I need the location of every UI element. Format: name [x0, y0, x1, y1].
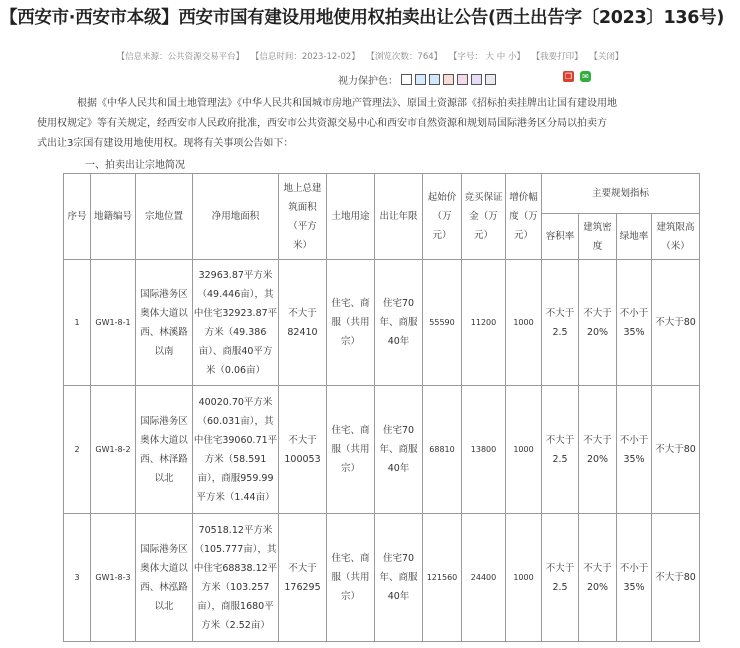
print-link[interactable]: 【我要打印】 [531, 52, 583, 62]
header-gfa: 地上总建 筑面积 （平方 米） [279, 174, 327, 260]
color-swatch[interactable] [415, 74, 426, 85]
wechat-share-icon[interactable]: ✉ [580, 71, 591, 82]
eye-protect-colors [338, 72, 496, 87]
cell-net-area: 70518.12平方米 （105.777亩），其 中住宅68838.12平 方米（103.257 亩），商服1680平 方米（2.52亩） [193, 514, 279, 642]
cell-term: 住宅70 年、商服 40年 [375, 386, 423, 514]
header-density: 建筑密 度 [579, 214, 617, 260]
color-swatch[interactable] [443, 74, 454, 85]
cell-increment: 1000 [506, 386, 542, 514]
table-row [64, 260, 700, 386]
cell-code: GW1-8-3 [91, 514, 136, 642]
cell-start-price: 68810 [423, 386, 462, 514]
close-link[interactable]: 【关闭】 [589, 52, 624, 62]
cell-far: 不大于 2.5 [542, 514, 579, 642]
info-time: 【信息时间：2023-12-02】 [250, 52, 360, 62]
cell-use: 住宅、商 服（共用 宗） [327, 260, 375, 386]
table-row [64, 386, 700, 514]
color-swatch[interactable] [471, 74, 482, 85]
color-swatch[interactable] [485, 74, 496, 85]
article-meta [0, 50, 740, 62]
header-start-price: 起始价 （万 元） [423, 174, 462, 260]
header-deposit: 竞买保证 金（万 元） [462, 174, 506, 260]
cell-code: GW1-8-2 [91, 386, 136, 514]
header-far: 容积率 [542, 214, 579, 260]
cell-no: 2 [64, 386, 91, 514]
cell-increment: 1000 [506, 514, 542, 642]
header-net-area: 净用地面积 [193, 174, 279, 260]
cell-start-price: 55590 [423, 260, 462, 386]
intro-line: 根据《中华人民共和国土地管理法》《中华人民共和国城市房地产管理法》、原国土资源部《招标拍卖挂牌出让国有建设用地 [77, 98, 617, 109]
color-swatch[interactable] [401, 74, 412, 85]
header-code: 地籍编号 [91, 174, 136, 260]
header-height: 建筑限高 （米） [652, 214, 700, 260]
cell-green: 不小于 35% [617, 260, 652, 386]
cell-density: 不大于 20% [579, 386, 617, 514]
cell-height: 不大于80 [652, 514, 700, 642]
cell-increment: 1000 [506, 260, 542, 386]
cell-height: 不大于80 [652, 386, 700, 514]
cell-net-area: 32963.87平方米 （49.446亩），其 中住宅32923.87平 方米（49.386 亩）、商服40平方 米（0.06亩） [193, 260, 279, 386]
cell-location: 国际港务区 奥体大道以 西、林泽路 以北 [136, 386, 193, 514]
view-count: 【浏览次数：764】 [366, 52, 443, 62]
header-increment: 增价幅 度（万 元） [506, 174, 542, 260]
cell-green: 不小于 35% [617, 386, 652, 514]
section-heading: 一、拍卖出让宗地简况 [85, 160, 185, 171]
header-planning: 主要规划指标 [542, 174, 700, 214]
cell-term: 住宅70 年、商服 40年 [375, 514, 423, 642]
cell-green: 不小于 35% [617, 514, 652, 642]
header-no: 序号 [64, 174, 91, 260]
intro-paragraph [37, 94, 677, 154]
cell-height: 不大于80 [652, 260, 700, 386]
cell-net-area: 40020.70平方米 （60.031亩），其 中住宅39060.71平 方米（58.591 亩），商服959.99 平方米（1.44亩） [193, 386, 279, 514]
cell-far: 不大于 2.5 [542, 386, 579, 514]
cell-density: 不大于 20% [579, 260, 617, 386]
eye-protect-label: 视力保护色： [338, 76, 398, 87]
cell-gfa: 不大于 100053 [279, 386, 327, 514]
cell-start-price: 121560 [423, 514, 462, 642]
cell-location: 国际港务区 奥体大道以 西、林泓路 以北 [136, 514, 193, 642]
intro-line: 使用权规定》等有关规定，经西安市人民政府批准，西安市公共资源交易中心和西安市自然资源和规划局国际港务区分局以拍卖方 [37, 118, 607, 129]
cell-deposit: 13800 [462, 386, 506, 514]
cell-use: 住宅、商 服（共用 宗） [327, 386, 375, 514]
share-icons [563, 71, 591, 82]
color-swatch[interactable] [457, 74, 468, 85]
weibo-share-icon[interactable]: ❐ [564, 72, 573, 81]
header-location: 宗地位置 [136, 174, 193, 260]
cell-deposit: 24400 [462, 514, 506, 642]
intro-line: 式出让3宗国有建设用地使用权。现将有关事项公告如下： [37, 138, 294, 149]
info-source: 【信息来源：公共资源交易平台】 [116, 52, 245, 62]
cell-far: 不大于 2.5 [542, 260, 579, 386]
cell-code: GW1-8-1 [91, 260, 136, 386]
cell-gfa: 不大于 176295 [279, 514, 327, 642]
cell-no: 3 [64, 514, 91, 642]
land-table [63, 173, 700, 642]
color-swatch[interactable] [429, 74, 440, 85]
cell-gfa: 不大于 82410 [279, 260, 327, 386]
page-title: 【西安市·西安市本级】西安市国有建设用地使用权拍卖出让公告(西土出告字〔2023〕136号) [0, 8, 725, 28]
cell-term: 住宅70 年、商服 40年 [375, 260, 423, 386]
table-row [64, 514, 700, 642]
header-use: 土地用途 [327, 174, 375, 260]
font-size-switch[interactable]: 【字号： 大 中 小】 [448, 52, 525, 62]
cell-no: 1 [64, 260, 91, 386]
cell-density: 不大于 20% [579, 514, 617, 642]
header-term: 出让年限 [375, 174, 423, 260]
cell-use: 住宅、商 服（共用 宗） [327, 514, 375, 642]
cell-location: 国际港务区 奥体大道以 西、林溪路 以南 [136, 260, 193, 386]
cell-deposit: 11200 [462, 260, 506, 386]
header-green: 绿地率 [617, 214, 652, 260]
